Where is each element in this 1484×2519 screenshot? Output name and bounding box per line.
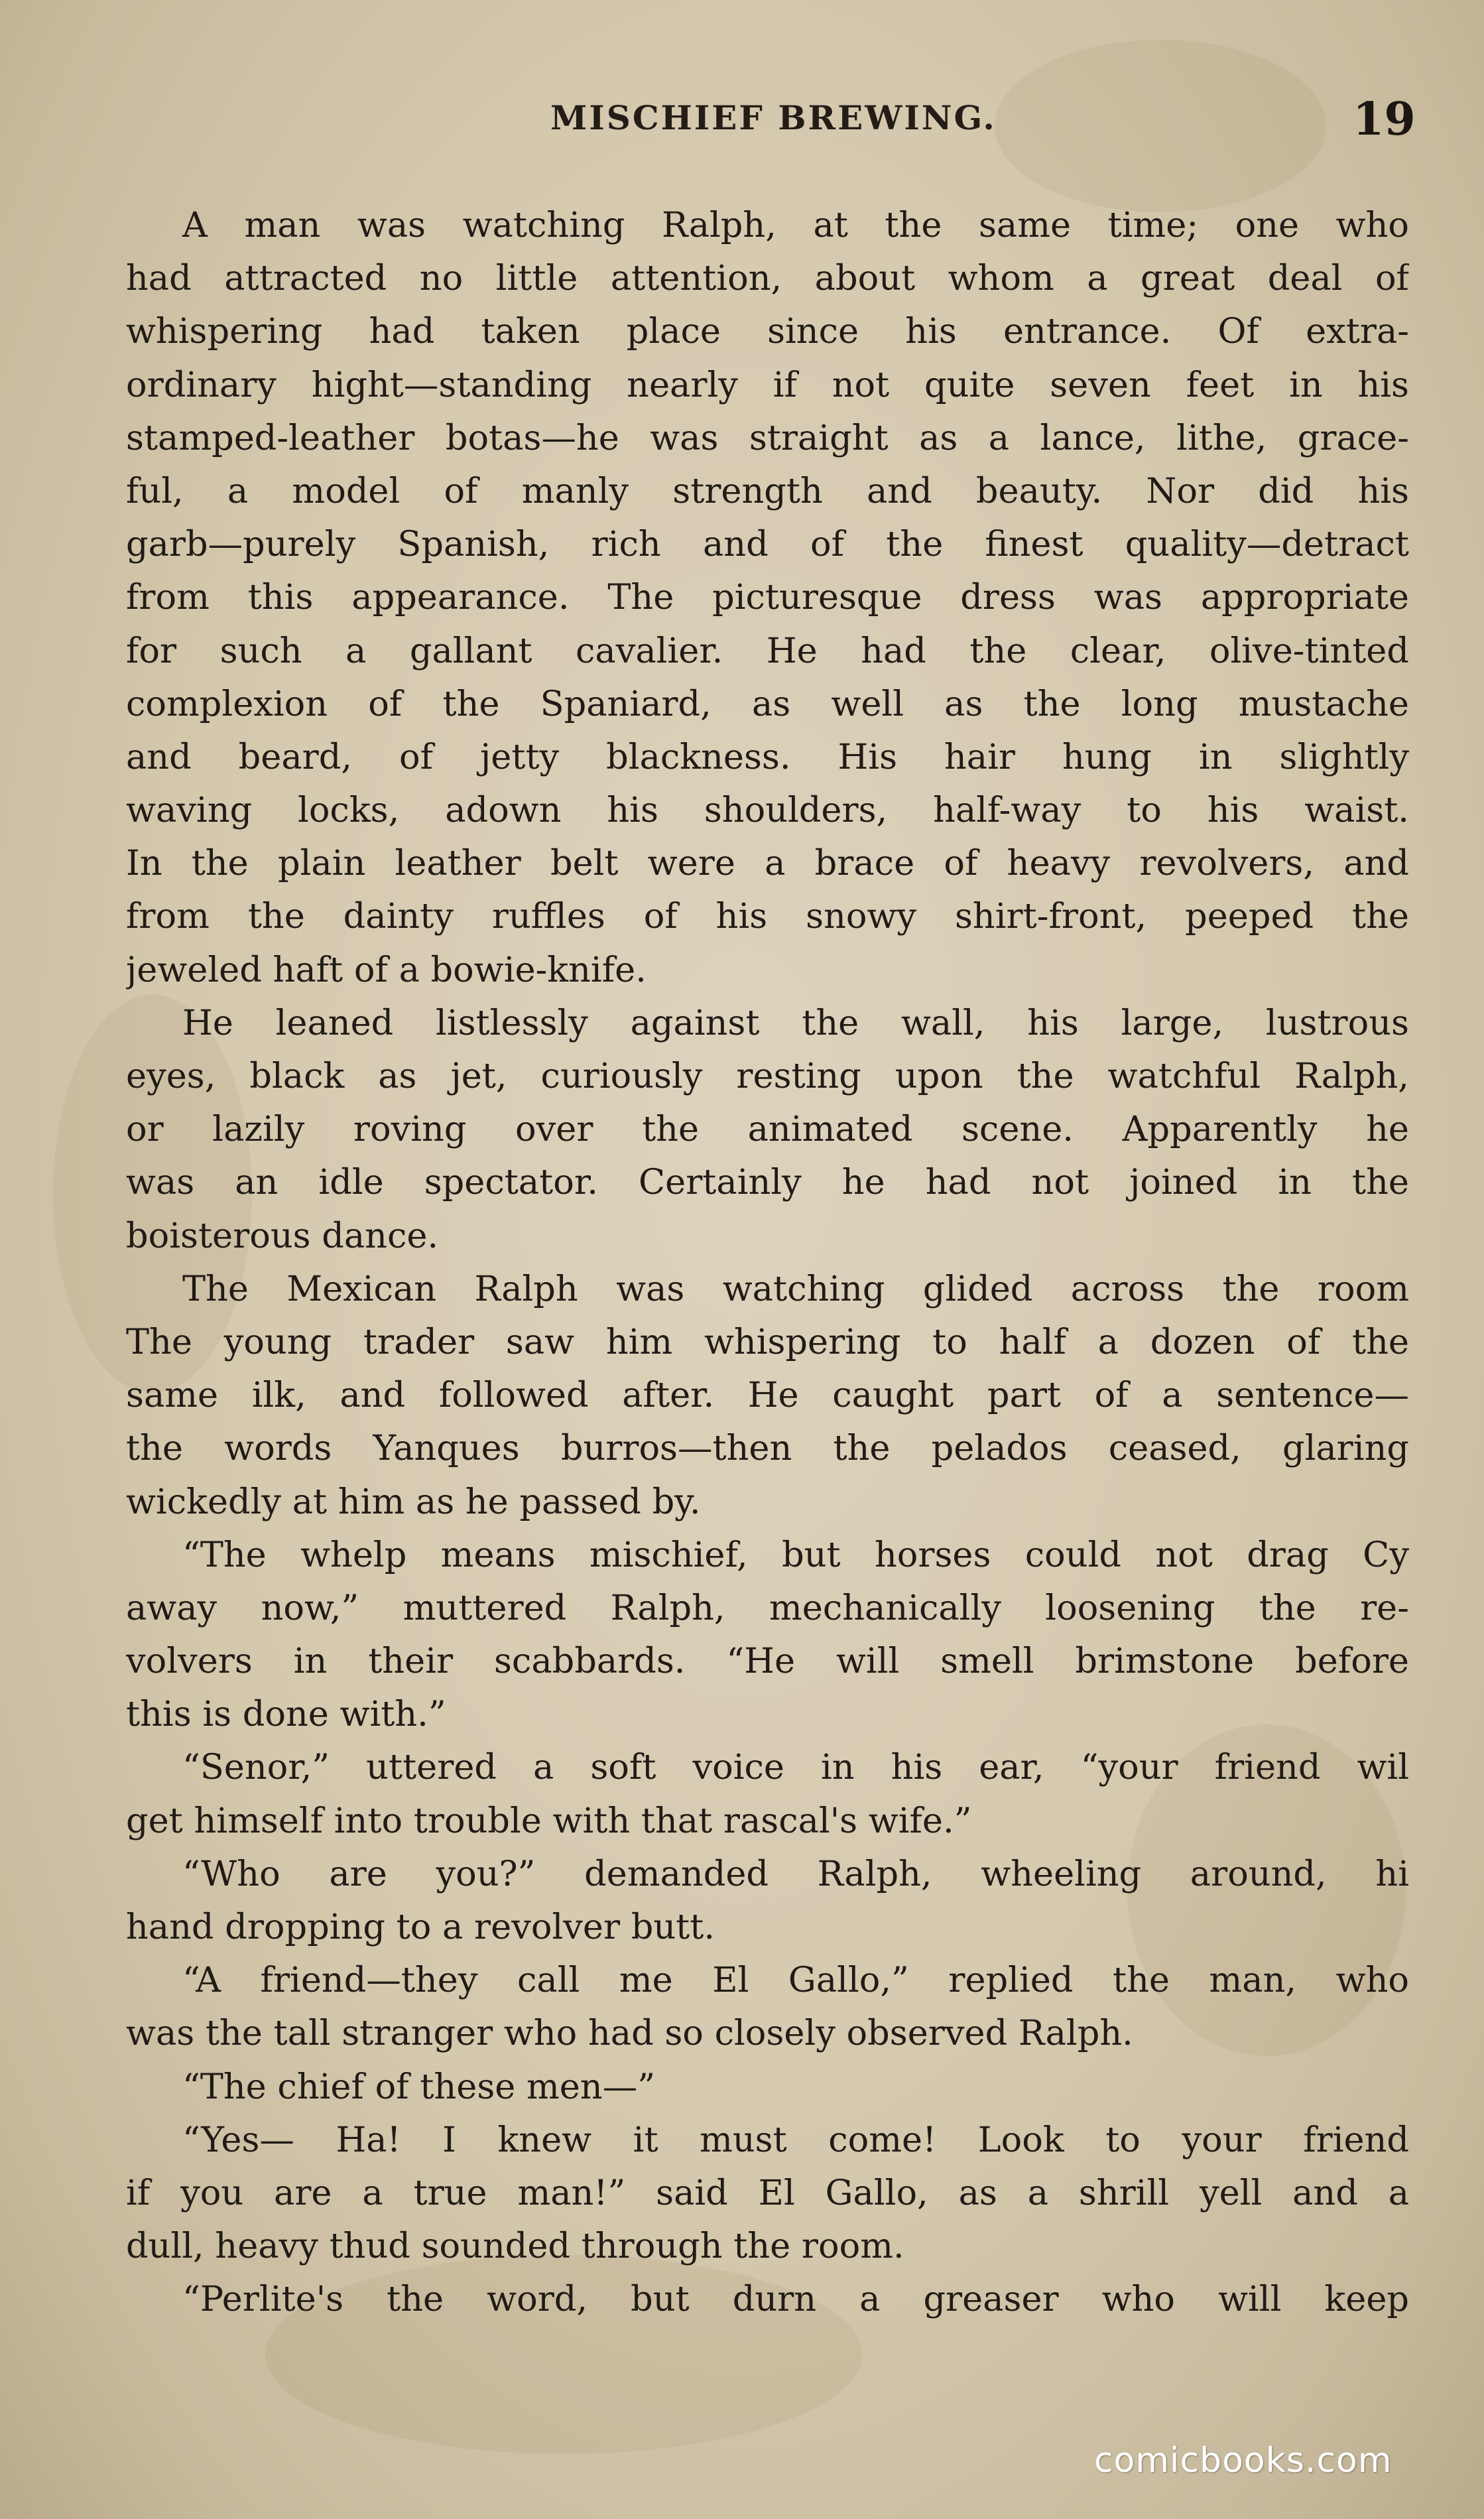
text-line: In the plain leather belt were a brace of heavy revolvers, and xyxy=(126,843,1409,884)
text-line: from this appearance. The picturesque dress was appropriate xyxy=(126,577,1409,618)
text-line: “Senor,” uttered a soft voice in his ear, “your friend wil xyxy=(182,1747,1409,1788)
watermark: comicbooks.com xyxy=(1094,2441,1392,2481)
text-line: wickedly at him as he passed by. xyxy=(126,1481,701,1522)
text-line: “A friend—they call me El Gallo,” replied the man, who xyxy=(182,1960,1409,2001)
running-head xyxy=(0,93,1484,151)
text-line: eyes, black as jet, curiously resting upon the watchful Ralph, xyxy=(126,1056,1409,1096)
text-line: complexion of the Spaniard, as well as the long mustache xyxy=(126,683,1409,724)
text-line: same ilk, and followed after. He caught part of a sentence— xyxy=(126,1375,1409,1416)
text-line: or lazily roving over the animated scene. Apparently he xyxy=(126,1109,1409,1150)
text-line: “Yes— Ha! I knew it must come! Look to your friend xyxy=(182,2119,1409,2160)
body-text xyxy=(126,199,1409,2327)
text-line: jeweled haft of a bowie-knife. xyxy=(126,949,647,990)
text-line: volvers in their scabbards. “He will smell brimstone before xyxy=(126,1641,1409,1682)
text-line: the words Yanques burros—then the pelados ceased, glaring xyxy=(126,1428,1409,1469)
text-line: from the dainty ruffles of his snowy shirt-front, peeped the xyxy=(126,896,1409,937)
text-line: ordinary hight—standing nearly if not quite seven feet in his xyxy=(126,364,1409,405)
text-line: away now,” muttered Ralph, mechanically loosening the re- xyxy=(126,1587,1409,1628)
text-line: was an idle spectator. Certainly he had not joined in the xyxy=(126,1162,1409,1203)
text-line: ful, a model of manly strength and beauty. Nor did his xyxy=(126,470,1409,511)
text-line: dull, heavy thud sounded through the room. xyxy=(126,2226,904,2267)
text-line: stamped-leather botas—he was straight as a lance, lithe, grace- xyxy=(126,417,1409,458)
text-line: and beard, of jetty blackness. His hair hung in slightly xyxy=(126,736,1409,777)
text-line: for such a gallant cavalier. He had the clear, olive-tinted xyxy=(126,630,1409,671)
text-line: whispering had taken place since his entrance. Of extra- xyxy=(126,311,1409,352)
text-line: get himself into trouble with that rascal's wife.” xyxy=(126,1800,972,1841)
running-title: MISCHIEF BREWING. xyxy=(550,98,997,137)
text-line: A man was watching Ralph, at the same time; one who xyxy=(182,205,1409,245)
text-line: The young trader saw him whispering to half a dozen of the xyxy=(126,1321,1409,1362)
text-line: “Who are you?” demanded Ralph, wheeling around, hi xyxy=(182,1853,1409,1894)
text-line: if you are a true man!” said El Gallo, as a shrill yell and a xyxy=(126,2172,1409,2213)
text-line: garb—purely Spanish, rich and of the finest quality—detract xyxy=(126,524,1409,565)
text-line: “The chief of these men—” xyxy=(182,2066,656,2107)
text-line: He leaned listlessly against the wall, his large, lustrous xyxy=(182,1002,1409,1043)
text-line: “Perlite's the word, but durn a greaser who will keep xyxy=(182,2279,1409,2320)
text-line: was the tall stranger who had so closely observed Ralph. xyxy=(126,2013,1133,2054)
text-line: hand dropping to a revolver butt. xyxy=(126,1907,715,1947)
text-line: this is done with.” xyxy=(126,1694,446,1735)
text-line: boisterous dance. xyxy=(126,1215,439,1256)
page-number: 19 xyxy=(1353,93,1416,146)
text-line: waving locks, adown his shoulders, half-way to his waist. xyxy=(126,790,1409,831)
text-line: had attracted no little attention, about whom a great deal of xyxy=(126,258,1409,299)
text-line: The Mexican Ralph was watching glided across the room xyxy=(182,1268,1409,1309)
text-line: “The whelp means mischief, but horses could not drag Cy xyxy=(182,1534,1409,1575)
